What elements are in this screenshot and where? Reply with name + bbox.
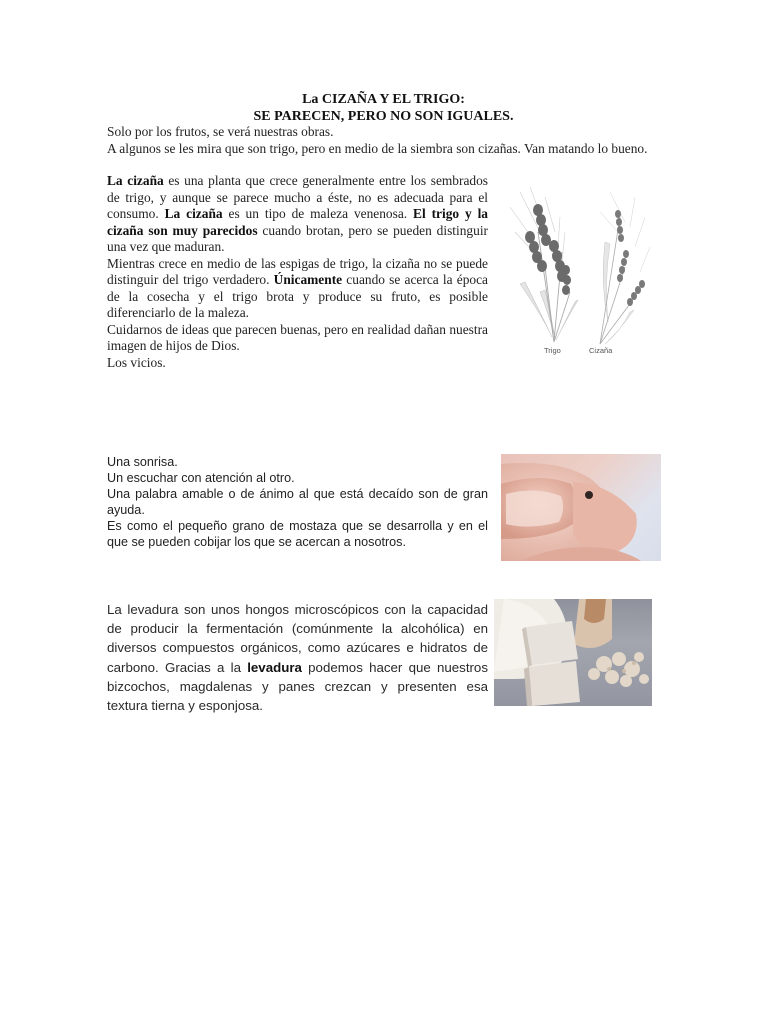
cizana-paragraph-4: Los vicios. [107, 354, 166, 370]
document-title [107, 91, 660, 125]
mustard-line-3: Una palabra amable o de ánimo al que está decaído son de gran ayuda. [107, 487, 488, 517]
yeast-paragraph: La levadura son unos hongos microscópicos con la capacidad de producir la fermentación (comúnmente la alcohólica) en diversos compuestos orgánicos, como azúcares e hidratos de carbono. Gracias a la levadura podemos hacer que nuestros bizcochos, magdalenas y panes crezcan y presenten esa textura tierna y esponjosa. [107, 602, 488, 714]
bold-term: La cizaña [164, 206, 223, 221]
intro-line-1: Solo por los frutos, se verá nuestras obras. [107, 124, 334, 139]
mustard-line-1: Una sonrisa. [107, 455, 178, 469]
intro-paragraphs [107, 124, 660, 157]
bold-term: Únicamente [273, 272, 343, 287]
title-line-1: La CIZAÑA Y EL TRIGO: [302, 92, 465, 107]
cizana-paragraph-1: La cizaña es una planta que crece generalmente entre los sembrados de trigo, y aunque se parece mucho a éste, no es adecuada para el consumo. La cizaña es un tipo de maleza venenosa. El trigo y la cizaña son muy parecidos cuando brotan, pero se pueden distinguir una vez que maduran. [107, 173, 489, 254]
title-line-2: SE PARECEN, PERO NO SON IGUALES. [253, 109, 514, 124]
bold-term: El trigo y la cizaña son muy parecidos [107, 206, 489, 238]
figure-label-cizana: Cizaña [589, 346, 613, 355]
section-mustard-text [107, 454, 488, 550]
mustard-line-2: Un escuchar con atención al otro. [107, 471, 295, 485]
cizana-paragraph-2: Mientras crece en medio de las espigas de trigo, la cizaña no se puede distinguir del trigo verdadero. Únicamente cuando se acerca la época de la cosecha y el trigo brota y produce su fruto, es posible diferenciarlo de la maleza. [107, 255, 488, 320]
wheat-illustration-icon [500, 172, 665, 362]
yeast-photo [494, 599, 652, 706]
cizana-paragraph-3: Cuidarnos de ideas que parecen buenas, pero en realidad dañan nuestra imagen de hijos de Dios. [107, 321, 488, 353]
section-yeast-text [107, 600, 488, 715]
figure-label-trigo: Trigo [544, 346, 561, 355]
intro-line-2: A algunos se les mira que son trigo, pero en medio de la siembra son cizañas. Van matando lo bueno. [107, 140, 648, 156]
mustard-seed-image-icon [501, 454, 661, 561]
bold-term: La cizaña [107, 173, 164, 188]
wheat-vs-tare-illustration [500, 172, 665, 362]
mustard-seed-photo [501, 454, 661, 561]
bold-term: levadura [247, 659, 302, 675]
section-cizana-text [107, 173, 488, 371]
mustard-line-4: Es como el pequeño grano de mostaza que se desarrolla y en el que se pueden cobijar los que se acercan a nosotros. [107, 519, 488, 549]
yeast-image-icon [494, 599, 652, 706]
